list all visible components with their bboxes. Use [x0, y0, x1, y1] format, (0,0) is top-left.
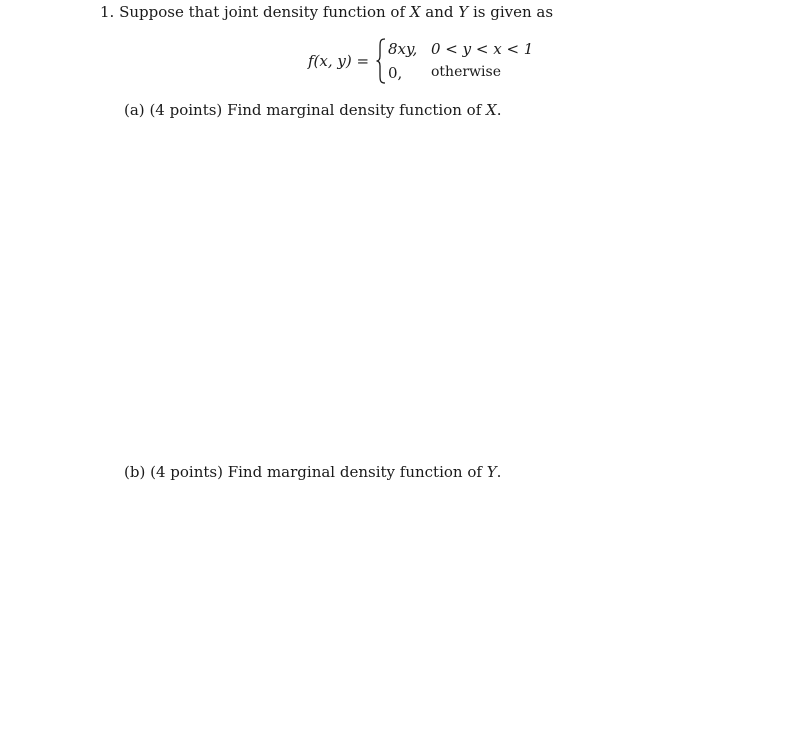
part-a-text: Find marginal density function of — [227, 101, 482, 119]
part-a-variable: X — [486, 101, 497, 119]
part-b-variable: Y — [486, 463, 497, 481]
density-equation — [308, 36, 548, 86]
case-2-condition: otherwise — [431, 64, 501, 80]
part-a-question — [124, 101, 502, 119]
part-b-question — [124, 463, 501, 481]
part-b-label: (b) — [124, 463, 146, 481]
part-a-label: (a) — [124, 101, 145, 119]
part-a-period: . — [496, 101, 502, 119]
part-b-period: . — [496, 463, 502, 481]
problem-text-2: is given as — [472, 3, 554, 21]
problem-text-1: Suppose that joint density function of — [119, 3, 406, 21]
part-b-points: (4 points) — [150, 463, 223, 481]
equation-lhs: f(x, y) = — [308, 52, 370, 70]
part-a-points: (4 points) — [149, 101, 223, 119]
problem-text-and: and — [425, 3, 454, 21]
variable-x: X — [409, 3, 421, 21]
case-1-expression: 8xy, — [388, 40, 418, 58]
case-1-condition: 0 < y < x < 1 — [431, 40, 534, 58]
case-2-expression: 0, — [388, 64, 403, 82]
problem-statement — [100, 3, 553, 21]
problem-number: 1. — [100, 3, 115, 21]
part-b-text: Find marginal density function of — [227, 463, 482, 481]
left-brace-icon — [375, 37, 387, 85]
variable-y: Y — [458, 3, 469, 21]
